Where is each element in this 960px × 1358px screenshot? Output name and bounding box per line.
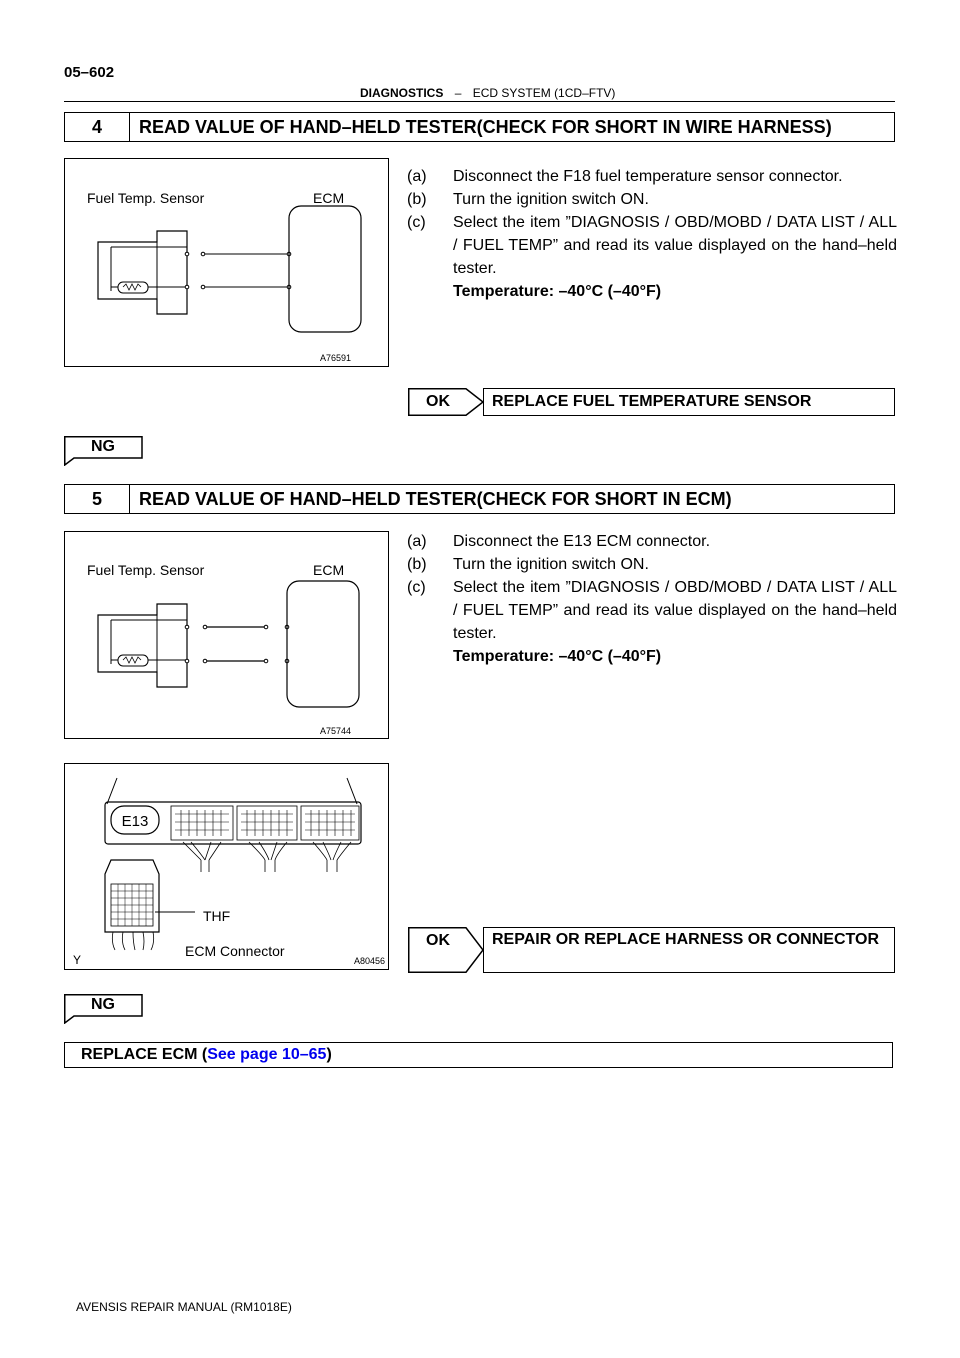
running-header <box>360 86 615 100</box>
ok-label: OK <box>426 932 450 949</box>
step-4-number: 4 <box>65 113 130 141</box>
step-4-ng-tag <box>64 436 142 464</box>
step-5-title: READ VALUE OF HAND–HELD TESTER(CHECK FOR SHORT IN ECM) <box>139 488 732 509</box>
y-mark-icon: Y <box>73 953 82 967</box>
step-5-ng-tag <box>64 994 142 1022</box>
figure-label-sensor: Fuel Temp. Sensor <box>87 190 205 206</box>
footer-manual-id: AVENSIS REPAIR MANUAL (RM1018E) <box>76 1300 292 1314</box>
final-action <box>64 1042 893 1068</box>
spec-value: Temperature: –40°C (–40°F) <box>453 648 662 665</box>
instruction-c: (c) Select the item ”DIAGNOSIS / OBD/MOBD / DATA LIST / ALL / FUEL TEMP” and read its value displayed on the hand–held tester. <box>407 579 897 642</box>
figure-code: A76591 <box>319 353 351 363</box>
ok-label: OK <box>426 393 450 410</box>
ok-result-text: REPLACE FUEL TEMPERATURE SENSOR <box>483 388 895 416</box>
page-number: 05–602 <box>64 64 115 81</box>
figure-a76591 <box>64 158 389 367</box>
ecm-connector-caption: ECM Connector <box>185 943 285 959</box>
step-5-ok-result <box>408 927 895 973</box>
see-page-link[interactable]: See page 10–65 <box>207 1046 327 1063</box>
step-4-title: READ VALUE OF HAND–HELD TESTER(CHECK FOR SHORT IN WIRE HARNESS) <box>139 116 832 137</box>
ng-label: NG <box>91 438 115 455</box>
final-suffix: ) <box>326 1046 332 1063</box>
figure-a80456 <box>64 763 389 970</box>
figure-code: A75744 <box>319 726 351 736</box>
instruction-b: (b) Turn the ignition switch ON. <box>407 191 649 208</box>
step-5-instructions <box>407 530 897 668</box>
instruction-b: (b) Turn the ignition switch ON. <box>407 556 649 573</box>
header-separator: – <box>454 86 462 100</box>
step-4-ok-result <box>408 388 895 416</box>
instruction-a: (a) Disconnect the F18 fuel temperature sensor connector. <box>407 168 843 185</box>
step-5-number: 5 <box>65 485 130 513</box>
ng-label: NG <box>91 996 115 1013</box>
instruction-a: (a) Disconnect the E13 ECM connector. <box>407 533 711 550</box>
header-rule <box>64 101 895 102</box>
figure-label-sensor: Fuel Temp. Sensor <box>87 562 205 578</box>
final-prefix: REPLACE ECM ( <box>81 1046 208 1063</box>
figure-a75744 <box>64 531 389 739</box>
header-section: DIAGNOSTICS <box>360 86 444 100</box>
figure-code: A80456 <box>353 956 385 966</box>
connector-id-label: E13 <box>121 813 149 830</box>
step-4-instructions <box>407 165 897 303</box>
step-4-heading <box>64 112 895 142</box>
step-5-heading <box>64 484 895 514</box>
terminal-thf-label: THF <box>203 908 231 924</box>
ok-result-text: REPAIR OR REPLACE HARNESS OR CONNECTOR <box>483 927 895 973</box>
instruction-c: (c) Select the item ”DIAGNOSIS / OBD/MOBD / DATA LIST / ALL / FUEL TEMP” and read its value displayed on the hand–held tester. <box>407 214 897 277</box>
figure-label-ecm: ECM <box>313 190 345 206</box>
spec-value: Temperature: –40°C (–40°F) <box>453 283 662 300</box>
figure-label-ecm: ECM <box>313 562 345 578</box>
header-subsection: ECD SYSTEM (1CD–FTV) <box>472 86 616 100</box>
